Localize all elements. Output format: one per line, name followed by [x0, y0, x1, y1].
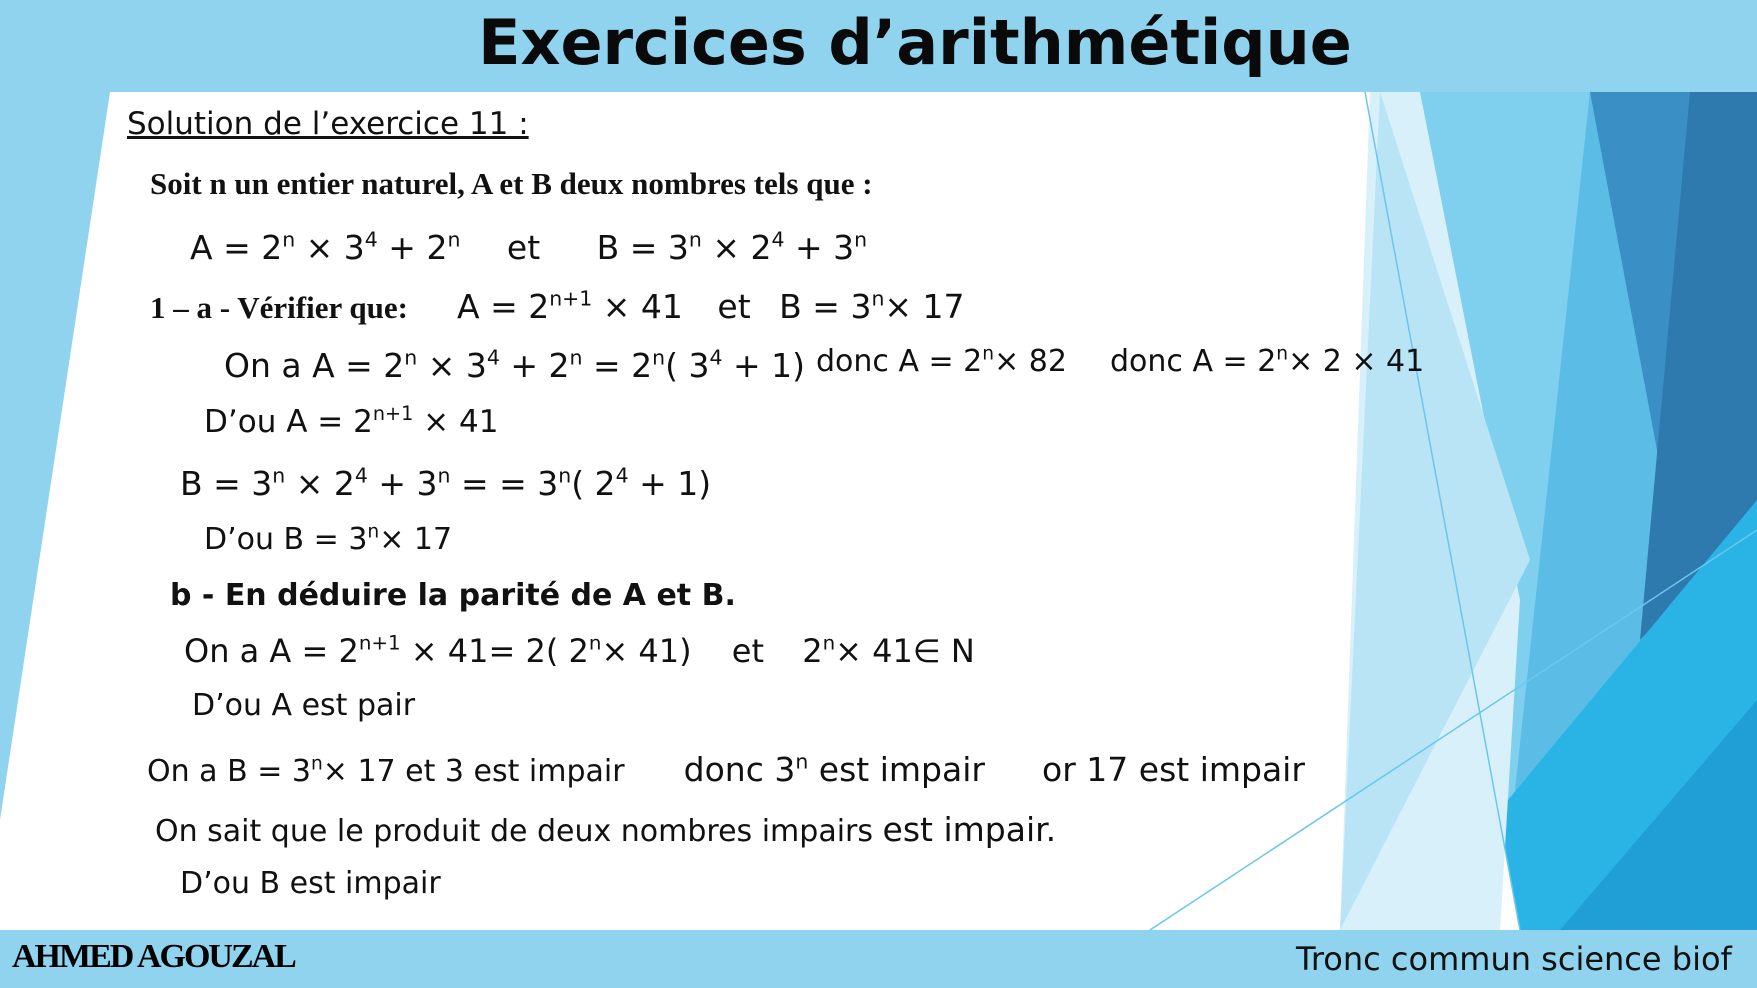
- author-name: AHMED AGOUZAL: [12, 938, 295, 975]
- definitions-line: $A = 2^n \times 3^4 + 2^n$ et $B = 3^n \times 2^4 + 3^n$: [190, 227, 868, 267]
- question-1b: b - En déduire la parité de A et B.: [170, 578, 736, 613]
- parity-b-line: On a $B = 3^n\times 17$ et 3 est impair donc 3$^n$ est impair or 17 est impair: [147, 749, 1305, 789]
- question-1a-label: 1 – a - Vérifier que:: [150, 290, 408, 325]
- b-est-impair: D’ou B est impair: [180, 866, 441, 901]
- computation-a-line: On a $A = 2^n \times 3^4 + 2^n = 2^n$( $3^4 + 1$): [224, 345, 805, 385]
- parity-a-line: On a $A = 2^{n+1} \times 41= 2$( $2^n\times 41$) et $2^n\times$ 41∈ N: [184, 631, 975, 670]
- question-1a-line: 1 – a - Vérifier que: $A = 2^{n+1} \times 41$ et $B = 3^n\times 17$: [150, 286, 965, 326]
- computation-b-line: $B = 3^n \times 2^4 + 3^n$ = = $3^n$( $2^4 + 1$): [180, 463, 712, 503]
- produit-impairs-line: On sait que le produit de deux nombres impairs est impair.: [155, 810, 1057, 849]
- conclusion-a-line: D’ou $A = 2^{n+1} \times 41$: [204, 402, 499, 440]
- course-name: Tronc commun science biof: [1296, 940, 1732, 978]
- content-panel: [0, 92, 1520, 930]
- slide-title: Exercices d’arithmétique: [478, 6, 1352, 79]
- conclusion-b-line: D’ou $B = 3^n\times 17$: [204, 521, 453, 557]
- computation-a-donc: donc $A = 2^n\times 82$ donc $A = 2^n\times 2 \times 41$: [816, 343, 1425, 379]
- solution-heading: Solution de l’exercice 11 :: [127, 106, 529, 142]
- intro-text: Soit n un entier naturel, A et B deux nombres tels que :: [150, 166, 873, 201]
- a-est-pair: D’ou A est pair: [192, 688, 416, 723]
